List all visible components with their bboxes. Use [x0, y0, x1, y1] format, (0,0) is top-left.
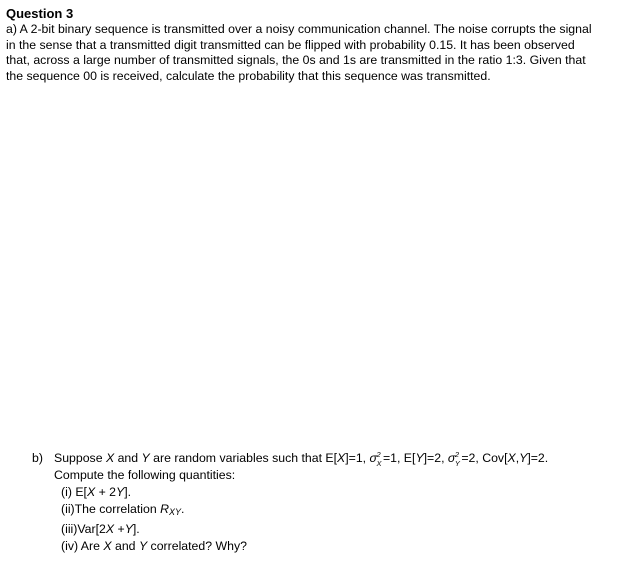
part-b-body	[54, 450, 548, 555]
sigma-symbol: σ	[369, 451, 377, 465]
text: ]=2,	[423, 451, 445, 465]
text: ]=1,	[345, 451, 367, 465]
text: +	[114, 522, 125, 536]
text: (i) E[	[61, 485, 87, 499]
var-y: Y	[138, 539, 148, 553]
compute-line: Compute the following quantities:	[54, 468, 236, 482]
text: ]=2.	[527, 451, 549, 465]
sigma-y-squared	[448, 450, 461, 467]
text: and	[117, 451, 139, 465]
text: =1, E[	[382, 451, 416, 465]
text: (iii)Var[2	[61, 522, 106, 536]
text: (ii)The correlation	[61, 502, 161, 516]
text: and	[111, 539, 139, 553]
part-a-line: a) A 2-bit binary sequence is transmitted over a noisy communication channel. The noise corrupts the signal	[6, 22, 592, 36]
sigma-symbol: σ	[447, 451, 456, 465]
subscript: X	[376, 459, 382, 468]
text: (iv) Are	[61, 539, 104, 553]
item-ii	[54, 501, 548, 521]
superscript: 2	[454, 450, 460, 459]
text: ].	[132, 522, 140, 536]
var-x: X	[105, 522, 115, 536]
text: + 2	[95, 485, 117, 499]
var-x: X	[507, 451, 516, 465]
var-x: X	[103, 539, 112, 553]
var-y: Y	[116, 485, 125, 499]
text: Suppose	[54, 451, 103, 465]
text: correlated? Why?	[147, 539, 247, 553]
text: ].	[124, 485, 132, 499]
text: ,	[515, 451, 520, 465]
var-x: X	[337, 451, 346, 465]
subscript: Y	[454, 459, 460, 468]
var-y: Y	[519, 451, 528, 465]
item-iv	[54, 538, 548, 555]
subscript: XY	[168, 507, 181, 517]
var-y: Y	[141, 451, 150, 465]
var-r: R	[160, 502, 169, 516]
var-y: Y	[415, 451, 424, 465]
text: =2, Cov[	[461, 451, 508, 465]
item-i	[54, 484, 548, 501]
part-b-marker: b)	[32, 451, 43, 465]
item-iii	[54, 521, 548, 538]
sigma-x-squared	[370, 450, 383, 467]
superscript: 2	[376, 450, 381, 459]
part-a-text	[6, 22, 634, 84]
part-a-line: the sequence 00 is received, calculate the probability that this sequence was transmitted.	[6, 68, 491, 83]
var-x: X	[105, 451, 115, 465]
part-a-line: that, across a large number of transmitted signals, the 0s and 1s are transmitted in the ratio 1:3. Given that	[6, 53, 586, 67]
text: are random variables such that E[	[153, 451, 338, 465]
part-a-line: in the sense that a transmitted digit transmitted can be flipped with probability 0.15. It has been observed	[6, 37, 575, 52]
text: .	[181, 502, 185, 516]
var-x: X	[86, 485, 96, 499]
part-b-intro	[54, 450, 548, 467]
var-y: Y	[124, 522, 133, 536]
question-title: Question 3	[6, 6, 74, 21]
